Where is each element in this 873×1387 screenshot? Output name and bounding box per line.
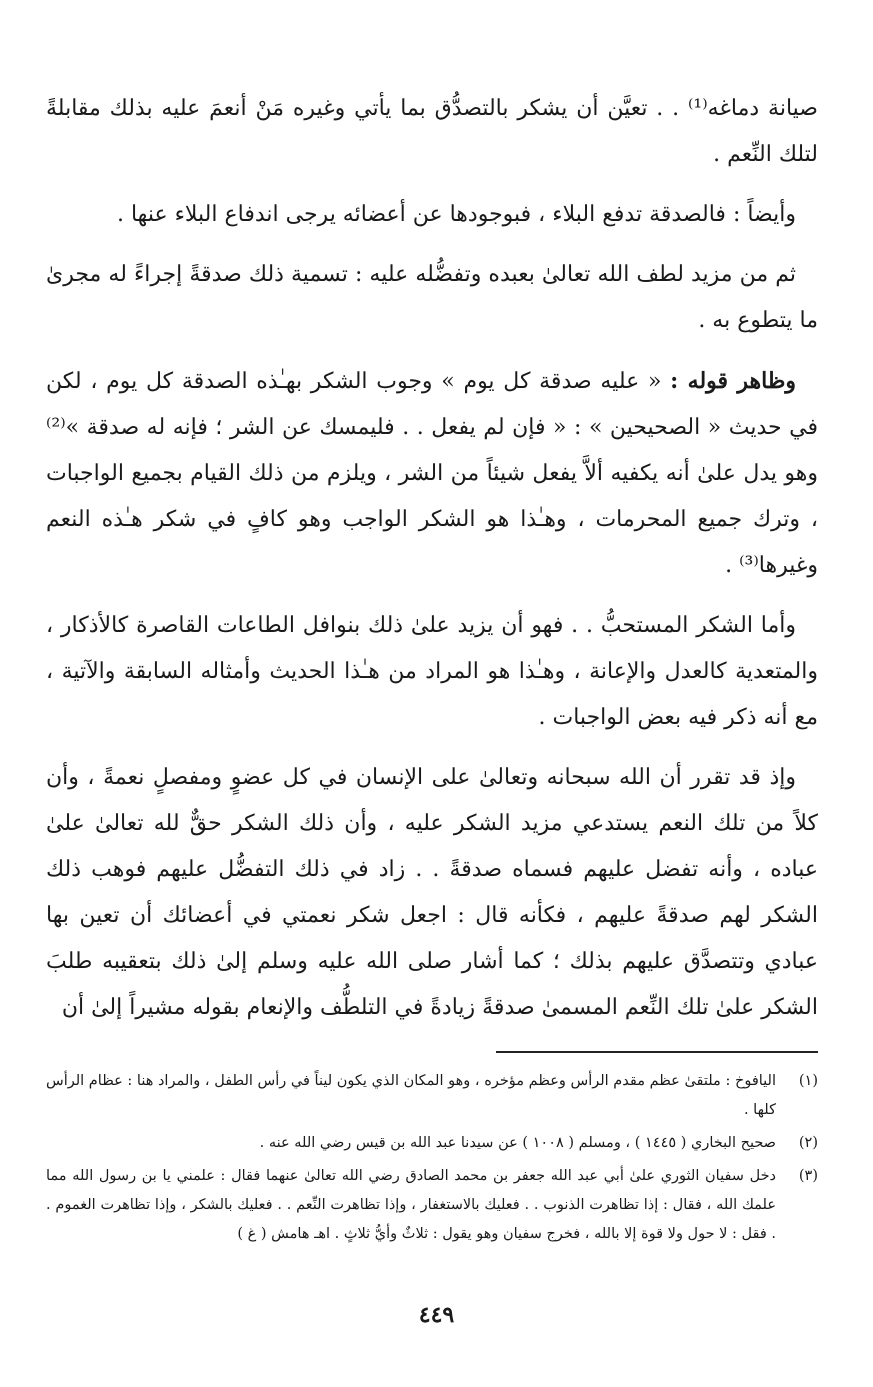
- footnote-2: [46, 1129, 818, 1158]
- paragraph-4-lead: وظاهر قوله :: [670, 368, 796, 394]
- footnote-number: (١): [798, 1073, 818, 1089]
- footnote-number: (٢): [798, 1135, 818, 1151]
- footnote-number: (٣): [798, 1168, 818, 1184]
- page-number: ٤٤٩: [418, 1302, 455, 1328]
- paragraph-1: صيانة دماغه⁽¹⁾ . . تعيَّن أن يشكر بالتصدُّق بما يأتي وغيره مَنْ أنعمَ عليه بذلك مقابلةً لتلك النِّعم .: [46, 96, 818, 167]
- paragraph-4-text: « عليه صدقة كل يوم » وجوب الشكر بهـٰذه الصدقة كل يوم ، لكن في حديث « الصحيحين » : « فإن لم يفعل . . فليمسك عن الشر ؛ فإنه له صدقة »⁽²⁾ وهو يدل علىٰ أنه يكفيه ألاَّ يفعل شيئاً من الشر ، ويلزم من ذلك القيام بجميع الواجبات ، وترك جميع المحرمات ، وهـٰذا هو الشكر الواجب وهو كافٍ في شكر هـٰذه النعم وغيرها⁽³⁾ .: [46, 369, 818, 578]
- footnote-text: اليافوخ : ملتقىٰ عظم مقدم الرأس وعظم مؤخره ، وهو المكان الذي يكون ليناً في رأس الطفل ، والمراد هنا : عظام الرأس كلها .: [46, 1073, 776, 1118]
- footnote-text: دخل سفيان الثوري علىٰ أبي عبد الله جعفر بن محمد الصادق رضي الله تعالىٰ عنهما فقال : علمني يا بن رسول الله مما علمك الله ، فقال : إذا تظاهرت الذنوب . . فعليك بالاستغفار ، وإذا تظاهرت النِّعم . . فعليك بالشكر ، وإذا تظاهرت الغموم . . فقل : لا حول ولا قوة إلا بالله ، فخرج سفيان وهو يقول : ثلاثٌ وأيُّ ثلاثٍ . اهـ هامش ( غ ): [46, 1168, 776, 1242]
- footnote-divider-wrap: [46, 1051, 818, 1053]
- footnotes: [46, 1067, 818, 1249]
- paragraph-4: [46, 358, 818, 589]
- paragraph-2: وأيضاً : فالصدقة تدفع البلاء ، فبوجودها عن أعضائه يرجى اندفاع البلاء عنها .: [116, 202, 796, 227]
- footnote-divider: [496, 1051, 818, 1053]
- paragraph-3: ثم من مزيد لطف الله تعالىٰ بعبده وتفضُّله عليه : تسمية ذلك صدقةً إجراءً له مجرىٰ ما يتطوع به .: [46, 262, 818, 333]
- footnote-1: [46, 1067, 818, 1125]
- footnote-text: صحيح البخاري ( ١٤٤٥ ) ، ومسلم ( ١٠٠٨ ) عن سيدنا عبد الله بن قيس رضي الله عنه .: [259, 1135, 776, 1151]
- main-text: [46, 86, 818, 1031]
- paragraph-5: وأما الشكر المستحبُّ . . فهو أن يزيد علىٰ ذلك بنوافل الطاعات القاصرة كالأذكار ، والمتعدية كالعدل والإعانة ، وهـٰذا هو المراد من هـٰذا الحديث وأمثاله السابقة والآتية ، مع أنه ذكر فيه بعض الواجبات .: [46, 613, 818, 730]
- footnote-3: [46, 1162, 818, 1249]
- paragraph-6: وإذ قد تقرر أن الله سبحانه وتعالىٰ على الإنسان في كل عضوٍ ومفصلٍ نعمةً ، وأن كلاً من تلك النعم يستدعي مزيد الشكر عليه ، وأن ذلك الشكر حقٌّ لله تعالىٰ علىٰ عباده ، وأنه تفضل عليهم فسماه صدقةً . . زاد في ذلك التفضُّل عليهم فوهب ذلك الشكر لهم صدقةً عليهم ، فكأنه قال : اجعل شكر نعمتي في أعضائك أن تعين بها عبادي وتتصدَّق عليهم بذلك ؛ كما أشار صلى الله عليه وسلم إلىٰ ذلك بتعقيبه طلبَ الشكر علىٰ تلك النِّعم المسمىٰ صدقةً زيادةً في التلطُّف والإنعام بقوله مشيراً إلىٰ أن: [46, 765, 818, 1020]
